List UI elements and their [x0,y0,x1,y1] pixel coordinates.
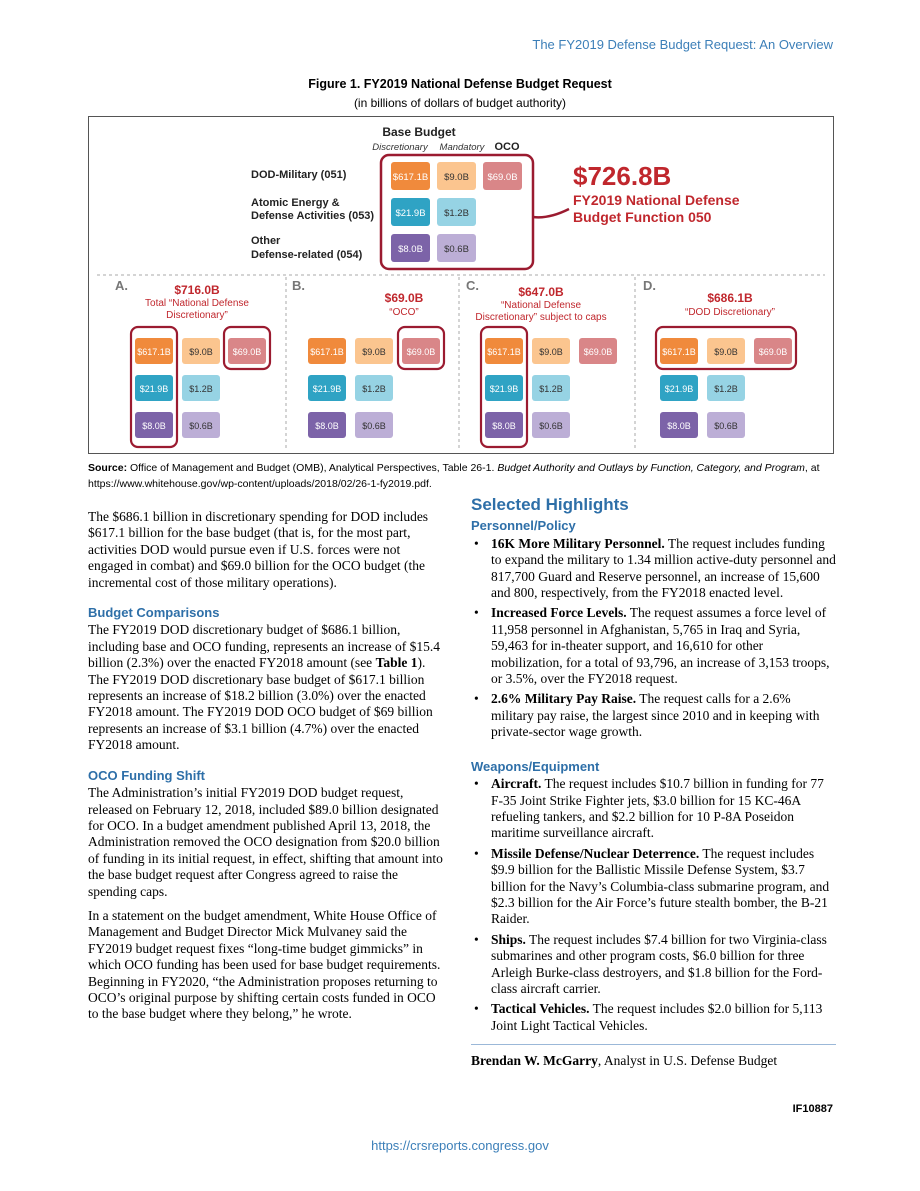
panel-a-label1: Total “National Defense [145,298,249,309]
list-item-text: The request includes funding to expand the military to 1.34 million active-duty personnel and 817,700 Guard and Reserve personnel, an increase of 15,600 and 800, respectively, from the FY2018 enacted level. [491,535,836,601]
panel-c-cell-9-label: $9.0B [539,347,563,357]
panel-d-amount: $686.1B [707,291,753,305]
list-item-text: The request includes $10.7 billion in funding for 77 F-35 Joint Strike Fighter jets, $3.0 billion for 15 KC-46A refueling tankers, and $2.2 billion for 10 P-8A Poseidon maritime surveillance aircraft. [491,776,824,841]
panel-c-amount: $647.0B [518,285,564,299]
cell-1-2-label: $1.2B [444,208,469,219]
panel-a-cell-21-9-label: $21.9B [139,384,169,394]
panel-a-cell-1-2-label: $1.2B [189,384,213,394]
source-text1: Office of Management and Budget (OMB), Analytical Perspectives, Table 26-1. [127,462,498,474]
panel-c-cell-69-label: $69.0B [583,347,613,357]
table-1-link[interactable]: Table 1 [375,655,418,671]
author-line [471,1044,836,1069]
list-item-text: The request assumes a force level of 11,958 personnel in Afghanistan, 5,765 in Iraq and Syria, 59,463 for in-theater support, and 16,610 for other mobilization, for a total of 93,796, an increase of 3,153 troops, or 3.5%, over the FY2018 request. [491,605,830,687]
panel-d-cell-21-9-label: $21.9B [664,384,694,394]
panel-d-cell-1-2-label: $1.2B [714,384,738,394]
figure-title: Figure 1. FY2019 National Defense Budget Request [308,77,612,91]
personnel-policy-heading: Personnel/Policy [471,518,576,534]
panel-b-cell-1-2-label: $1.2B [362,384,386,394]
panel-c-label1: “National Defense [500,300,582,311]
left-column [88,509,448,1031]
oco-header: OCO [494,141,520,153]
source-text2: , at https://www.whitehouse.gov/wp-content/uploads/2018/02/26-1-fy2019.pdf. [88,462,820,490]
list-item [471,846,836,928]
cell-69-label: $69.0B [487,172,518,183]
footer-url[interactable]: https://crsreports.congress.gov [371,1138,549,1153]
panel-d-cell-8-label: $8.0B [667,421,691,431]
panel-b-cell-8-label: $8.0B [315,421,339,431]
panel-c-cell-1-2-label: $1.2B [539,384,563,394]
list-item-title: Tactical Vehicles. [491,1001,590,1017]
panel-d-label1: “DOD Discretionary” [684,307,776,318]
panel-a-cell-0-6-label: $0.6B [189,421,213,431]
oco-funding-shift-heading: OCO Funding Shift [88,767,205,783]
author-title: , Analyst in U.S. Defense Budget [597,1053,778,1069]
panel-c-cell-0-6-label: $0.6B [539,421,563,431]
panel-b-cell-21-9-label: $21.9B [312,384,342,394]
comparisons-text-b: ). The FY2019 DOD discretionary base budget of $617.1 billion represents an increase of $18.2 billion (3.0%) over the enacted FY2018 amount. The FY2019 DOD OCO budget of $69 billion represents an increase of $3.1 billion (4.7%) over the enacted FY2018 amount. [88,655,433,753]
selected-highlights-heading: Selected Highlights [471,495,629,514]
total-connector [533,209,569,217]
list-item-title: 2.6% Military Pay Raise. [491,691,637,707]
panel-b [292,278,444,438]
panel-b-label1: “OCO” [389,307,419,318]
panel-a-cell-69-label: $69.0B [232,347,262,357]
panel-b-cell-9-label: $9.0B [362,347,386,357]
oco-paragraph-1: The Administration’s initial FY2019 DOD budget request, released on February 12, 2018, included $89.0 billion designated for OCO. In a budget amendment published April 13, 2018, the Administration removed the OCO designation from $20.0 billion of funding in its initial request, in effect, shifting that amount into the base budget request after Congress agreed to raise the spending caps. [88,785,443,899]
personnel-list [471,536,836,741]
running-header: The FY2019 Defense Budget Request: An Overview [532,37,833,52]
list-item [471,776,836,842]
source-italic: Budget Authority and Outlays by Function, Category, and Program [497,462,805,474]
panel-b-cell-617-label: $617.1B [310,347,344,357]
list-item-title: Increased Force Levels. [491,605,627,621]
total-amount: $726.8B [573,161,672,191]
panel-d-cell-0-6-label: $0.6B [714,421,738,431]
figure-source [88,460,836,492]
comparisons-text-a: The FY2019 DOD discretionary budget of $686.1 billion, including base and OCO funding, represents an increase of $15.4 billion (2.3%) over the enacted FY2018 amount (see [88,622,441,671]
cell-21-9-label: $21.9B [395,208,426,219]
right-column [471,497,836,1070]
budget-diagram [89,117,833,453]
figure-box [88,116,834,454]
panel-d-cell-617-label: $617.1B [662,347,696,357]
total-line2: Budget Function 050 [573,209,712,225]
mandatory-header: Mandatory [439,142,485,153]
panel-b-cell-69-label: $69.0B [406,347,436,357]
list-item-title: Aircraft. [491,776,542,792]
panel-b-amount: $69.0B [384,291,424,305]
weapons-equipment-heading: Weapons/Equipment [471,758,600,774]
panel-c-label2: Discretionary” subject to caps [475,312,607,323]
panel-c-cell-617-label: $617.1B [487,347,521,357]
panel-d-cell-69-label: $69.0B [758,347,788,357]
cell-617-label: $617.1B [392,172,429,183]
panel-c-cell-21-9-label: $21.9B [489,384,519,394]
base-budget-header: Base Budget [382,125,456,139]
cell-0-6-label: $0.6B [444,244,469,255]
cell-8-label: $8.0B [398,244,423,255]
panel-d-letter: D. [643,278,656,293]
panel-b-cell-0-6-label: $0.6B [362,421,386,431]
list-item-text: The request includes $7.4 billion for two Virginia-class submarines and other program costs, $6.0 billion for three Arleigh Burke-class destroyers, and $1.8 billion for the Ford-class aircraft carrier. [491,931,827,996]
list-item [471,1001,836,1034]
total-line1: FY2019 National Defense [573,192,740,208]
list-item [471,932,836,998]
panel-c-cell-8-label: $8.0B [492,421,516,431]
author-name: Brendan W. McGarry [471,1053,598,1069]
list-item-title: Ships. [491,931,526,947]
panel-d-cell-9-label: $9.0B [714,347,738,357]
document-id: IF10887 [792,1103,833,1115]
list-item-title: 16K More Military Personnel. [491,535,665,551]
comparisons-paragraph [88,622,448,753]
panel-c-letter: C. [466,278,479,293]
panel-a-label2: Discretionary” [166,310,228,321]
panel-a-letter: A. [115,278,128,293]
panel-d [643,278,796,438]
panel-a [115,278,270,447]
discretionary-header: Discretionary [372,142,428,153]
panel-a-cell-9-label: $9.0B [189,347,213,357]
list-item [471,605,836,687]
list-item [471,536,836,602]
panel-a-amount: $716.0B [174,283,220,297]
list-item-title: Missile Defense/Nuclear Deterrence. [491,845,700,861]
budget-comparisons-heading: Budget Comparisons [88,605,220,621]
row-label-atomic-1: Atomic Energy & [251,197,340,209]
intro-paragraph: The $686.1 billion in discretionary spending for DOD includes $617.1 billion for the base budget (that is, for the most part, activities DOD would pursue even if U.S. forces were not engaged in combat) and $69.0 billion for the OCO budget (the incremental cost of those military operations). [88,509,429,590]
row-label-other-2: Defense-related (054) [251,249,363,261]
weapons-list [471,776,836,1034]
panel-a-cell-617-label: $617.1B [137,347,171,357]
panel-a-cell-8-label: $8.0B [142,421,166,431]
figure-subtitle: (in billions of dollars of budget authority) [353,96,567,110]
source-label: Source: [88,462,128,474]
row-label-other-1: Other [251,235,281,247]
list-item-text: The request includes $9.9 billion for the Ballistic Missile Defense System, $3.7 billion for the Navy’s Columbia-class submarine program, and $2.3 billion for the Air Force’s future stealth bomber, the B-21 Raider. [491,845,830,927]
row-label-atomic-2: Defense Activities (053) [251,210,375,222]
list-item [471,691,836,740]
row-label-dod-military: DOD-Military (051) [251,169,347,181]
list-item-text: The request calls for a 2.6% military pay raise, the largest since 2010 and in keeping with private-sector wage growth. [491,691,820,740]
oco-paragraph-2: In a statement on the budget amendment, White House Office of Management and Budget Director Mick Mulvaney said the FY2019 budget request fixes “long-time budget gimmicks” in which OCO funding has been used for base budget requirements. Beginning in FY2020, “the Administration proposes returning to OCO’s original purpose by shifting certain costs funded in OCO to the base budget where they belong,” he wrote. [88,907,441,1022]
panel-c [466,278,617,447]
list-item-text: The request includes $2.0 billion for 5,113 Joint Light Tactical Vehicles. [491,1001,823,1033]
cell-9-label: $9.0B [444,172,469,183]
panel-b-letter: B. [292,278,305,293]
